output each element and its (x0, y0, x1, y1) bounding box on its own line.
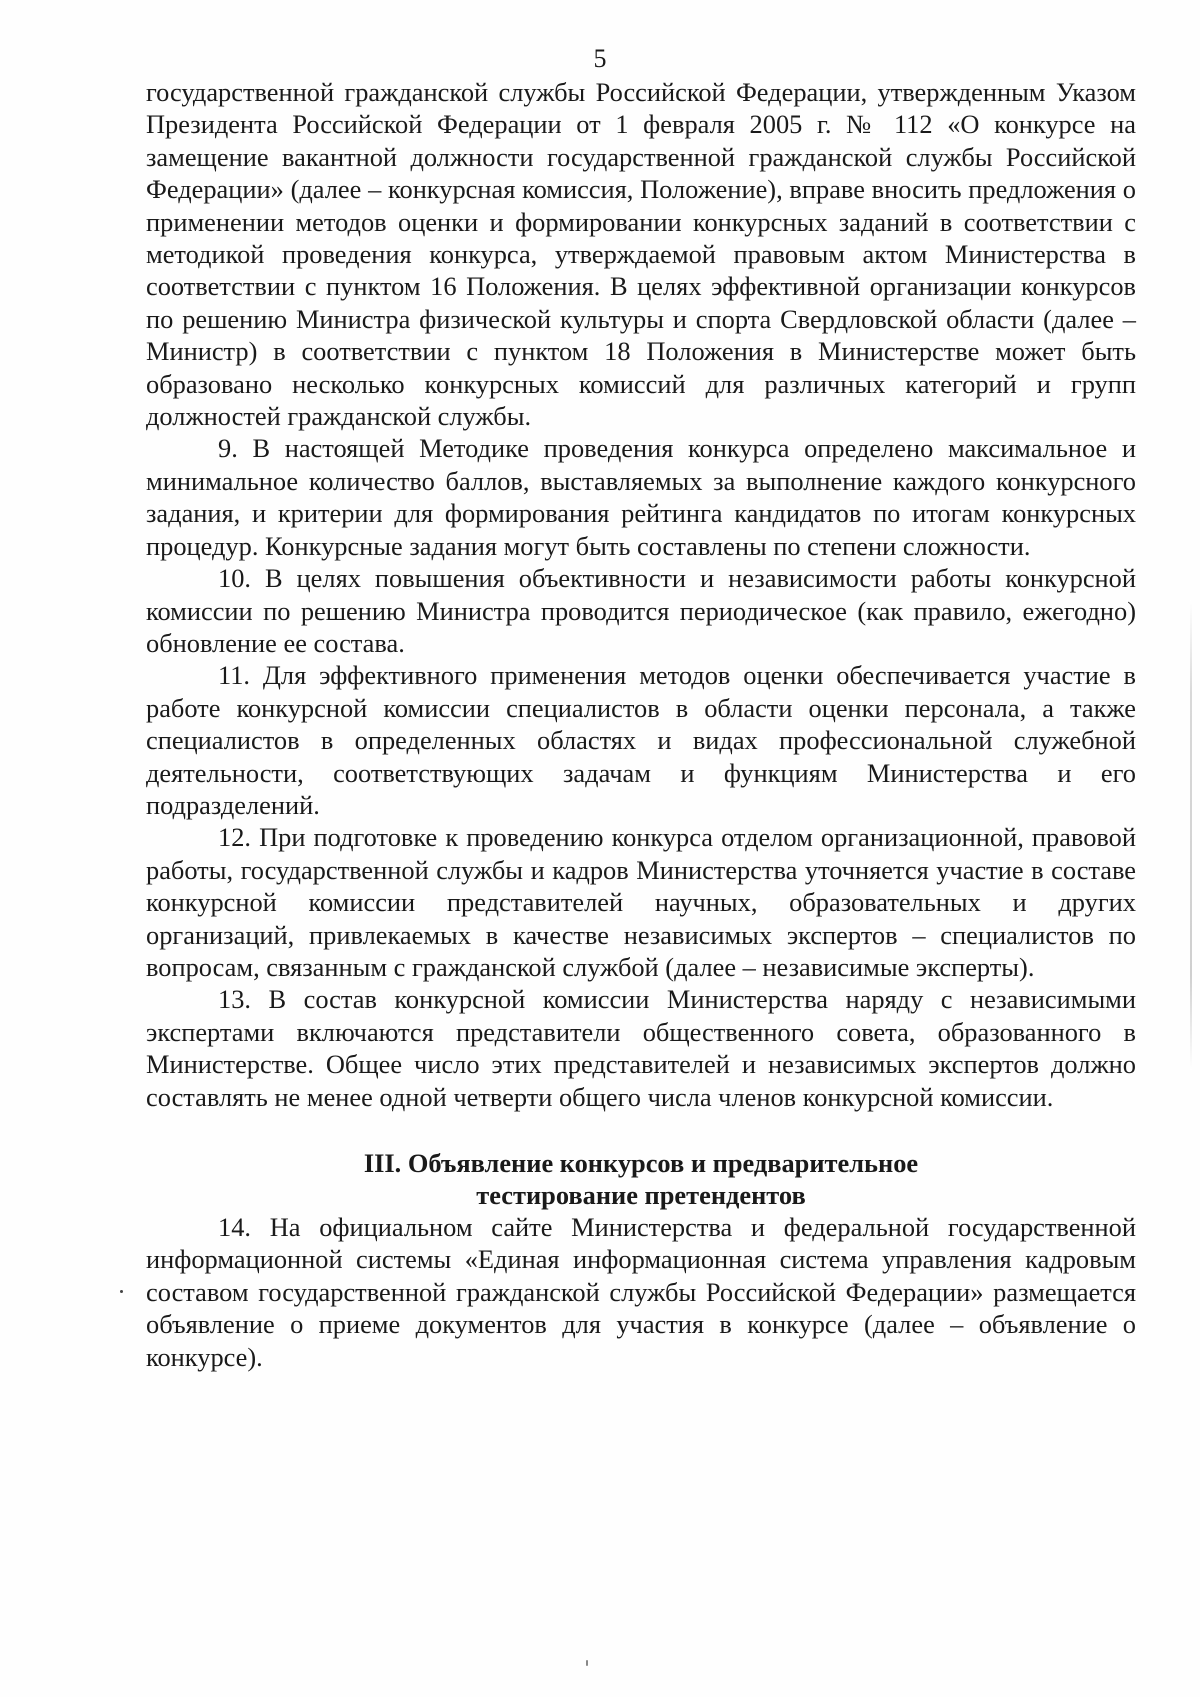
scan-speck (586, 1660, 588, 1666)
paragraph-9: 9. В настоящей Методике проведения конкурса определено максимальное и минимальное количество баллов, выставляемых за выполнение каждого конкурсного задания, и критерии для формирования рейтинга кандидатов по итогам конкурсных процедур. Конкурсные задания могут быть составлены по степени сложности. (146, 433, 1136, 561)
scan-margin-shadow (1190, 600, 1192, 1070)
paragraph-11: 11. Для эффективного применения методов оценки обеспечивается участие в работе конкурсной комиссии специалистов в области оценки персонала, а также специалистов в определенных областях и видах профессиональной служебной деятельности, соответствующих задачам и функциям Министерства и его подразделений. (146, 660, 1136, 820)
paragraph-14: 14. На официальном сайте Министерства и федеральной государственной информационной системы «Единая информационная система управления кадровым составом государственной гражданской службы Российской Федерации» размещается объявление о приеме документов для участия в конкурсе (далее – объявление о конкурсе). (146, 1212, 1136, 1372)
paragraph-12: 12. При подготовке к проведению конкурса отделом организационной, правовой работы, государственной службы и кадров Министерства уточняется участие в составе конкурсной комиссии представителей научных, образовательных и других организаций, привлекаемых в качестве независимых экспертов – специалистов по вопросам, связанным с гражданской службой (далее – независимые эксперты). (146, 822, 1136, 982)
paragraph-continuation: государственной гражданской службы Российской Федерации, утвержденным Указом Президента Российской Федерации от 1 февраля 2005 г. № 112 «О конкурсе на замещение вакантной должности государственной гражданской службы Российской Федерации» (далее – конкурсная комиссия, Положение), вправе вносить предложения о применении методов оценки и формировании конкурсных заданий в соответствии с методикой проведения конкурса, утверждаемой правовым актом Министерства в соответствии с пунктом 16 Положения. В целях эффективной организации конкурсов по решению Министра физической культуры и спорта Свердловской области (далее – Министр) в соответствии с пунктом 18 Положения в Министерстве может быть образовано несколько конкурсных комиссий для различных категорий и групп должностей гражданской службы. (146, 77, 1136, 432)
paragraph-13: 13. В состав конкурсной комиссии Министерства наряду с независимыми экспертами включаются представители общественного совета, образованного в Министерстве. Общее число этих представителей и независимых экспертов должно составлять не менее одной четверти общего числа членов конкурсной комиссии. (146, 984, 1136, 1112)
page-number: 5 (593, 44, 607, 73)
scan-speck (120, 1290, 123, 1293)
document-body (146, 76, 1136, 1373)
section-heading-line-2: тестирование претендентов (476, 1180, 806, 1210)
section-heading-line-1: III. Объявление конкурсов и предварительное (363, 1148, 919, 1178)
section-heading (146, 1147, 1136, 1211)
paragraph-10: 10. В целях повышения объективности и независимости работы конкурсной комиссии по решению Министра проводится периодическое (как правило, ежегодно) обновление ее состава. (146, 563, 1136, 658)
